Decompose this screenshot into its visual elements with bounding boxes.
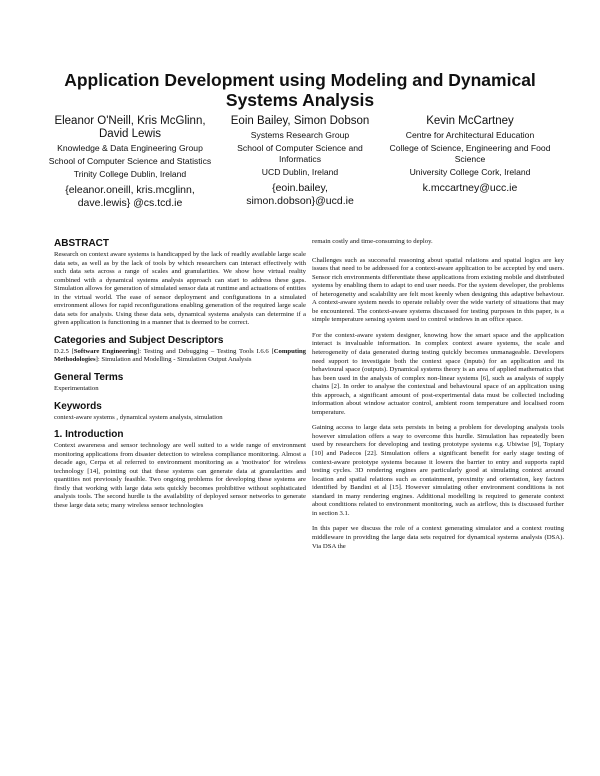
author-group-1 [40,115,220,209]
section-heading-introduction: 1. Introduction [54,429,124,441]
author-affiliation: School of Computer Science and Statistics [48,156,212,166]
author-affiliation: Trinity College Dublin, Ireland [73,169,187,179]
categories-text [54,348,306,365]
author-email: k.mccartney@ucc.ie [422,182,518,194]
author-group-2 [220,115,380,207]
author-affiliation: Systems Research Group [250,130,350,140]
categories-text-part: ]: Testing and Debugging – Testing Tools I.6.6 [ [137,347,274,355]
author-affiliation: University College Cork, Ireland [409,167,531,177]
author-email: {eleanor.oneill, kris.mcglinn, dave.lewis} @cs.tcd.ie [65,184,195,209]
body-paragraph: remain costly and time-consuming to deploy. [312,238,433,245]
abstract-text: Research on context aware systems is handicapped by the lack of readily available large scale data sets, as well as by the lack of tools by which researchers can interact effectively with such data sets across a range of scales and granularities. We show how virtual reality combined with a dynamical systems analysis approach can start to address these gaps. Simulation allows for generation of simulated sensor data at runtime and actuations of entities in the virtual world. The ease of sensor deployment and configurations in a simulated environment allows for rapid reconfigurations enabling generation of the required large scale data sets for analysis. Using these data sets, dynamical systems analysis can determine if a given application is functioning in a manner that is deemed to be correct. [54,251,306,327]
intro-text: Context awareness and sensor technology are well suited to a wide range of environment monitoring applications from disaster detection to wireless compliance monitoring. Almost a decade ago, Cerpa et al referred to environment monitoring as a 'motivator' for wireless technology [14], pointing out that these systems can generate data at granularities and quantities not previously feasible. Two ongoing problems for developing these systems are firstly that working with large data sets quickly becomes prohibitive without sophisticated analysis tools. The second hurdle is the availability of deployed sensor networks to generate these large data sets; many wireless sensor technologies [54,442,306,509]
author-affiliation: College of Science, Engineering and Food Science [389,143,551,164]
author-names: Kevin McCartney [426,115,514,127]
keywords-heading: Keywords [54,400,102,412]
author-group-3 [380,115,560,195]
author-affiliation: Knowledge & Data Engineering Group [57,143,203,153]
right-column [312,238,564,558]
categories-heading: Categories and Subject Descriptors [54,334,224,346]
abstract-heading: ABSTRACT [54,238,109,249]
categories-bold-term: Computing Methodologies [54,347,307,364]
left-column [54,238,306,517]
keywords-text: context-aware systems , dynamical system analysis, simulation [54,413,223,421]
general-terms-text: Experimentation [54,385,99,393]
body-paragraph: For the context-aware system designer, knowing how the smart space and the application interact is invaluable information. In complex context aware systems, the scale and heterogeneity of data generated during testing quickly becomes unmanageable. Developers need support to investigate both the context space (inputs) for an application and its behavioural space (outputs). Dynamical systems theory is an area of applied mathematics that has been used in the analysis of complex non-linear systems [6], such as analysis of supply chains [2]. In order to analyse the contextual and behavioural space of an application using this approach, a significant amount of post-experimental data must be collected including information about window actuator control, ambient room temperature and localised room temperature. [312,331,564,416]
author-affiliation: Centre for Architectural Education [405,130,535,140]
categories-text-part: ]: Simulation and Modelling - Simulation Output Analysis [95,356,252,364]
author-affiliation: UCD Dublin, Ireland [261,167,339,177]
categories-bold-term: Software Engineering [73,347,137,355]
author-email: {eoin.bailey, simon.dobson}@ucd.ie [246,182,354,207]
body-paragraph: Challenges such as successful reasoning about spatial relations and spatial logics are key issues that need to be addressed for a context-aware application to be accepted by end users. Sensor rich environments differentiate these applications from existing mobile and distributed systems by enabling them to adapt to end user needs. For the system developer, the problems of heterogeneity and scalability are felt most keenly when designing this adaptive behaviour. A context-aware system needs to operate reliably over the wide variety of situations that may be encountered. The context-aware systems discussed for testing purposes in this paper, is a simple temperature sensing system used to control windows in an office space. [312,256,564,324]
general-terms-heading: General Terms [54,372,124,384]
author-block [40,115,560,237]
author-names: Eleanor O'Neill, Kris McGlinn, David Lewis [54,115,206,140]
author-affiliation: School of Computer Science and Informatics [237,143,363,164]
author-names: Eoin Bailey, Simon Dobson [230,115,370,127]
body-paragraph: Gaining access to large data sets persists in being a problem for developing analysis tools however simulation offers a way to overcome this hurdle. Simulation has repeatedly been used by researchers for developing and testing prototype systems e.g. Ubiwise [9], Topiary [10] and Padecos [22]. Simulation offers a significant benefit for early stage testing of context-aware prototype systems because it lowers the barrier to entry and supports rapid testing cycles. 3D rendering engines are particularly good at simulating context around location and spatial relations such as containment, proximity and orientation, key factors identified by Bandini et al [15]. However simulating other environment conditions is not standard in many rendering engines. Additional modelling is required to generate context about conditions related to environment monitoring, such as airflow, this is discussed further in section 3.1. [312,424,564,517]
paper-title: Application Development using Modeling and Dynamical Systems Analysis [64,70,536,110]
body-paragraph: In this paper we discuss the role of a context generating simulator and a context routing middleware in providing the large data sets required for dynamical systems analysis (DSA). Via DSA the [312,525,564,550]
categories-text-part: D.2.5 [ [54,347,74,355]
